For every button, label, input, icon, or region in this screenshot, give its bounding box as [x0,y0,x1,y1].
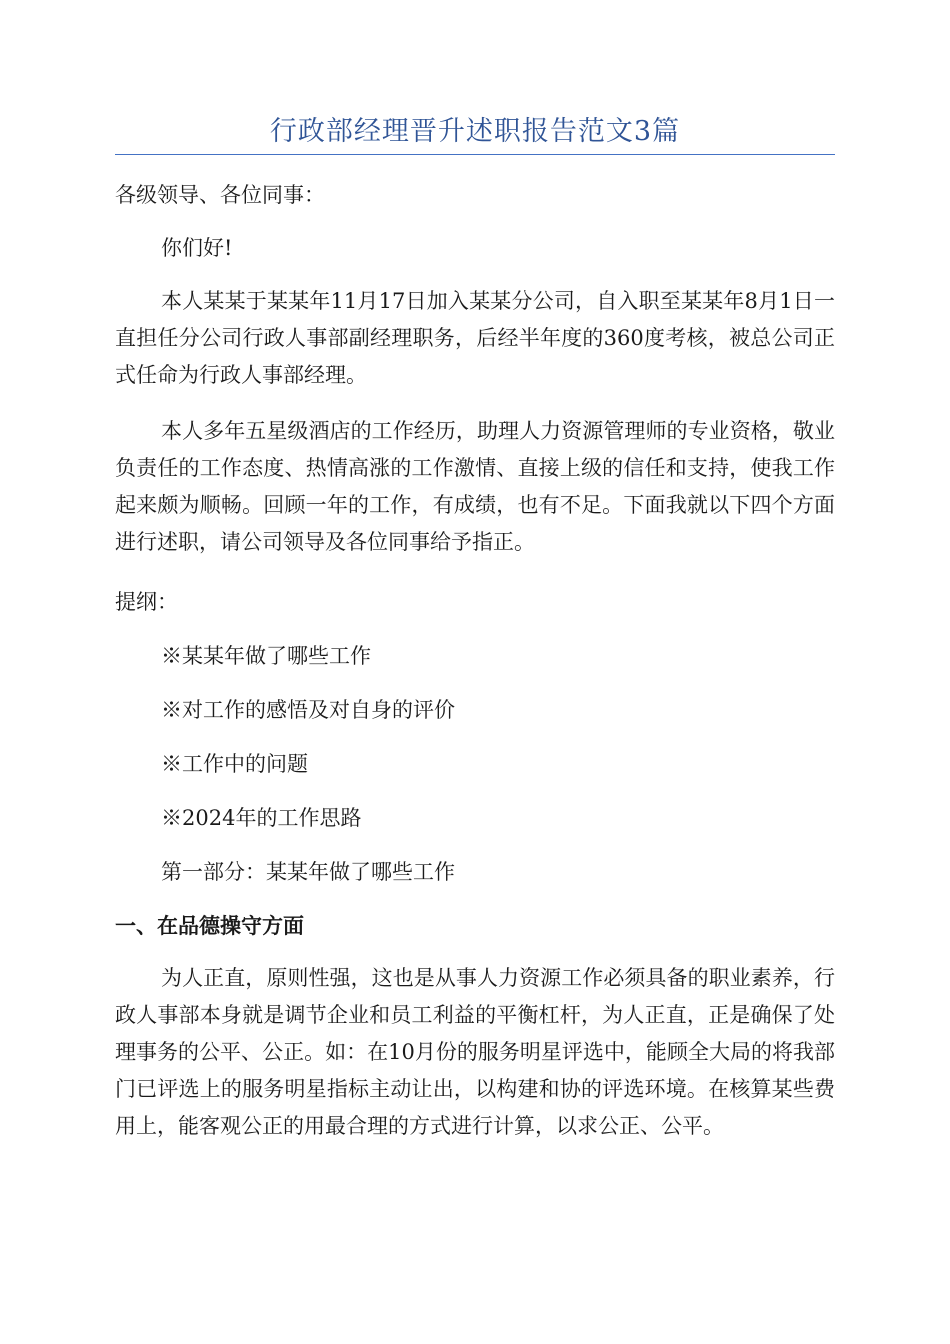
title-underline [115,154,835,155]
outline-label: 提纲： [115,590,178,614]
outline-item: ※某某年做了哪些工作 [161,644,371,668]
greeting: 你们好! [161,236,233,260]
document-title: 行政部经理晋升述职报告范文3篇 [269,116,681,147]
salutation: 各级领导、各位同事： [115,183,325,207]
outline-item: ※对工作的感悟及对自身的评价 [161,698,455,722]
part-one-title: 第一部分：某某年做了哪些工作 [161,860,455,884]
section-one-heading: 一、在品德操守方面 [115,914,304,938]
intro-paragraph: 本人某某于某某年11月17日加入某某分公司，自入职至某某年8月1日一直担任分公司行政人事部副经理职务，后经半年度的360度考核，被总公司正式任命为行政人事部经理。 [115,289,835,387]
outline-item: ※工作中的问题 [161,752,308,776]
section-one-paragraph: 为人正直，原则性强，这也是从事人力资源工作必须具备的职业素养，行政人事部本身就是调节企业和员工利益的平衡杠杆，为人正直，正是确保了处理事务的公平、公正。如：在10月份的服务明星评选中，能顾全大局的将我部门已评选上的服务明星指标主动让出，以构建和协的评选环境。在核算某些费用上，能客观公正的用最合理的方式进行计算，以求公正、公平。 [115,966,835,1138]
experience-paragraph: 本人多年五星级酒店的工作经历，助理人力资源管理师的专业资格，敬业负责任的工作态度、热情高涨的工作激情、直接上级的信任和支持，使我工作起来颇为顺畅。回顾一年的工作，有成绩，也有不足。下面我就以下四个方面进行述职，请公司领导及各位同事给予指正。 [115,419,835,554]
outline-item: ※2024年的工作思路 [161,806,362,830]
